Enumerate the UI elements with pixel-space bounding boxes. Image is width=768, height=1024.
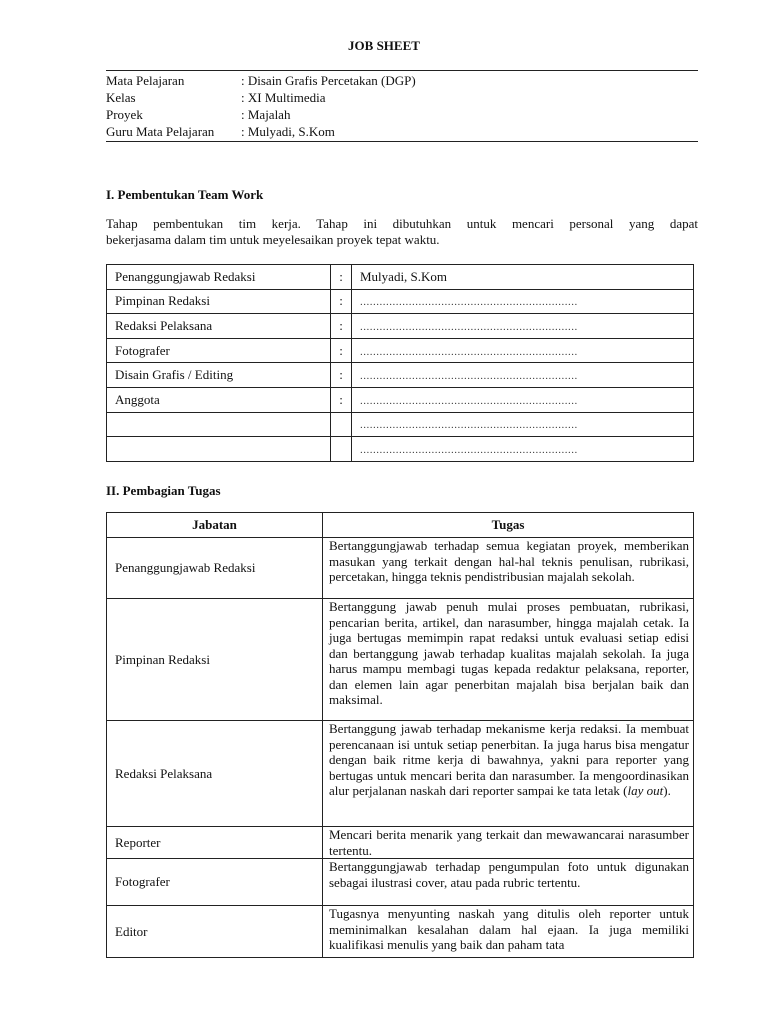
role-cell [107, 412, 331, 437]
duty-cell: Mencari berita menarik yang terkait dan mewawancarai narasumber tertentu. [323, 827, 694, 859]
info-label: Guru Mata Pelajaran [106, 124, 215, 139]
table-row [107, 437, 694, 462]
table-row [107, 827, 694, 859]
table-row [107, 538, 694, 599]
section-intro [106, 216, 698, 248]
info-row-class [106, 89, 698, 106]
role-cell [107, 437, 331, 462]
table-row [107, 906, 694, 958]
blank-dots: ................................................................... [360, 419, 578, 432]
blank-dots: ................................................................... [360, 443, 578, 456]
colon-cell: : [331, 363, 352, 388]
intro-line: Tahap pembentukan tim kerja. Tahap ini dibutuhkan untuk mencari personal yang dapat [106, 216, 698, 231]
info-value: : Mulyadi, S.Kom [241, 124, 335, 139]
role-cell: Penanggungjawab Redaksi [107, 538, 323, 599]
name-cell[interactable] [352, 289, 694, 314]
intro-line: bekerjasama dalam tim untuk meyelesaikan proyek tepat waktu. [106, 232, 440, 247]
colon-cell [331, 412, 352, 437]
duty-text-tail: ). [663, 783, 671, 798]
name-cell[interactable] [352, 314, 694, 339]
section-heading-teamwork: I. Pembentukan Team Work [106, 187, 264, 202]
info-row-subject [106, 72, 698, 89]
role-cell: Pimpinan Redaksi [107, 289, 331, 314]
name-cell[interactable] [352, 437, 694, 462]
info-label: Proyek [106, 107, 143, 122]
duty-cell: Bertanggung jawab penuh mulai proses pembuatan, rubrikasi, pencarian berita, artikel, dan narasumber, hingga majalah cetak. Ia juga bertugas memimpin rapat redaksi untuk evaluasi setiap edisi dan bertanggung jawab terhadap kualitas majalah sekolah. Ia juga harus mampu membagi tugas kepada redaktur pelaksana, reporter, dan elemen lain agar penerbitan majalah bisa berjalan baik dan maksimal. [323, 599, 694, 721]
name-cell[interactable] [352, 387, 694, 412]
role-cell: Disain Grafis / Editing [107, 363, 331, 388]
role-cell: Fotografer [107, 338, 331, 363]
info-value: : Disain Grafis Percetakan (DGP) [241, 73, 416, 88]
duty-italic-text: lay out [627, 783, 664, 798]
table-row [107, 265, 694, 290]
colon-cell: : [331, 338, 352, 363]
task-table [106, 512, 694, 958]
role-cell: Fotografer [107, 859, 323, 906]
role-cell: Reporter [107, 827, 323, 859]
team-table [106, 264, 694, 462]
duty-cell: Tugasnya menyunting naskah yang ditulis oleh reporter untuk meminimalkan kesalahan dalam hal ejaan. Ia juga memiliki kualifikasi menulis yang baik dan paham tata [323, 906, 694, 958]
name-cell[interactable]: Mulyadi, S.Kom [352, 265, 694, 290]
table-row [107, 859, 694, 906]
section-heading-tasks: II. Pembagian Tugas [106, 483, 221, 498]
table-header-row [107, 513, 694, 538]
info-value: : XI Multimedia [241, 90, 326, 105]
colon-cell: : [331, 387, 352, 412]
table-row [107, 314, 694, 339]
table-row [107, 289, 694, 314]
info-label: Mata Pelajaran [106, 73, 185, 88]
table-row [107, 721, 694, 827]
page-title: JOB SHEET [348, 38, 420, 53]
blank-dots: ................................................................... [360, 394, 578, 407]
table-row [107, 412, 694, 437]
duty-cell [323, 721, 694, 827]
info-row-project [106, 106, 698, 123]
table-row [107, 599, 694, 721]
colon-cell: : [331, 289, 352, 314]
table-row [107, 338, 694, 363]
role-cell: Anggota [107, 387, 331, 412]
role-cell: Redaksi Pelaksana [107, 314, 331, 339]
column-header-jabatan: Jabatan [107, 513, 323, 538]
colon-cell: : [331, 314, 352, 339]
duty-cell: Bertanggungjawab terhadap semua kegiatan proyek, memberikan masukan yang terkait dengan hal-hal teknis penulisan, rubrikasi, percetakan, hingga teknis pendistribusian majalah sekolah. [323, 538, 694, 599]
name-cell[interactable] [352, 363, 694, 388]
blank-dots: ................................................................... [360, 296, 578, 309]
column-header-tugas: Tugas [323, 513, 694, 538]
colon-cell [331, 437, 352, 462]
duty-cell: Bertanggungjawab terhadap pengumpulan foto untuk digunakan sebagai ilustrasi cover, atau pada rubric tertentu. [323, 859, 694, 906]
role-cell: Pimpinan Redaksi [107, 599, 323, 721]
role-cell: Penanggungjawab Redaksi [107, 265, 331, 290]
info-row-teacher [106, 123, 698, 140]
role-cell: Editor [107, 906, 323, 958]
blank-dots: ................................................................... [360, 345, 578, 358]
info-label: Kelas [106, 90, 136, 105]
blank-dots: ................................................................... [360, 370, 578, 383]
colon-cell: : [331, 265, 352, 290]
table-row [107, 387, 694, 412]
table-row [107, 363, 694, 388]
subject-info [106, 70, 698, 142]
name-cell[interactable] [352, 338, 694, 363]
duty-text: Bertanggung jawab terhadap mekanisme kerja redaksi. Ia membuat perencanaan isi untuk setiap penerbitan. Ia juga harus bisa mengatur dengan baik ritme kerja di bawahnya, yakni para reporter yang bertugas untuk mencari berita dan narasumber. Ia mengoordinasikan alur perjalanan naskah dari reporter sampai ke tata letak ( [329, 721, 689, 798]
name-cell[interactable] [352, 412, 694, 437]
info-value: : Majalah [241, 107, 291, 122]
role-cell: Redaksi Pelaksana [107, 721, 323, 827]
blank-dots: ................................................................... [360, 320, 578, 333]
